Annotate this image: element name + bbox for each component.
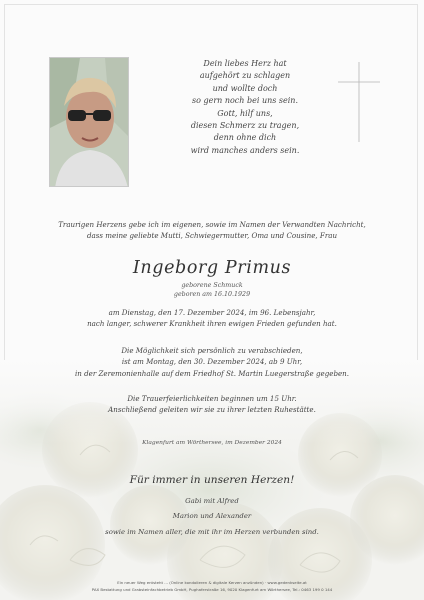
- poem-line: aufgehört zu schlagen: [199, 71, 291, 81]
- intro-text: [24, 219, 400, 242]
- deceased-name: Ingeborg Primus: [132, 258, 292, 278]
- footer-line: Ein neuer Weg entsteht ... (Online kondolieren & digitale Kerzen anzünden) · www.gedenkseite.at: [117, 580, 307, 585]
- closing-heading: Für immer in unseren Herzen!: [129, 474, 295, 486]
- farewell-line: in der Zeremonienhalle auf dem Friedhof St. Martin Luegerstraße gegeben.: [74, 368, 350, 378]
- funeral-line: Anschließend geleiten wir sie zu ihrer letzten Ruhestätte.: [108, 405, 316, 415]
- portrait-photo: [49, 57, 129, 187]
- poem-line: wird manches anders sein.: [190, 145, 300, 155]
- birth-date: geboren am 16.10.1929: [173, 291, 251, 298]
- funeral-line: Die Trauerfeierlichkeiten beginnen um 15 Uhr.: [127, 394, 297, 403]
- place-date: Klagenfurt am Wörthersee, im Dezember 2024: [142, 440, 282, 446]
- poem-line: so gern noch bei uns sein.: [192, 96, 298, 106]
- cross-icon: [336, 60, 382, 144]
- death-notice: [24, 307, 400, 330]
- death-notice-line: nach langer, schwerer Krankheit ihren ewigen Frieden gefunden hat.: [87, 319, 337, 329]
- maiden-name: geborene Schmuck: [181, 282, 243, 289]
- signer-line: sowie im Namen aller, die mit ihr im Herzen verbunden sind.: [105, 527, 319, 536]
- signers: [24, 494, 400, 540]
- signer-line: Marion und Alexander: [172, 512, 252, 521]
- intro-line: dass meine geliebte Mutti, Schwiegermutter, Oma und Cousine, Frau: [86, 231, 338, 241]
- farewell-line: Die Möglichkeit sich persönlich zu verabschieden,: [121, 346, 303, 355]
- intro-line: Traurigen Herzens gebe ich im eigenen, sowie im Namen der Verwandten Nachricht,: [58, 220, 366, 229]
- death-notice-line: am Dienstag, den 17. Dezember 2024, im 96. Lebensjahr,: [108, 308, 316, 317]
- poem-line: und wollte doch: [212, 83, 278, 93]
- footer-line: PAX Bestattung und Grabsteinfachbetrieb GmbH, Pughaferstraße 16, 9020 Klagenfurt am Wörthersee, Tel.: 0463 199 0 144: [91, 587, 333, 592]
- farewell-line: ist am Montag, den 30. Dezember 2024, ab 9 Uhr,: [121, 357, 303, 367]
- funeral-text: [24, 393, 400, 416]
- poem: [155, 58, 335, 157]
- poem-line: diesen Schmerz zu tragen,: [190, 121, 300, 131]
- signer-line: Gabi mit Alfred: [185, 497, 239, 505]
- farewell-text: [24, 345, 400, 379]
- poem-line: Gott, hilf uns,: [217, 108, 273, 118]
- poem-line: denn ohne dich: [213, 133, 277, 143]
- poem-line: Dein liebes Herz hat: [203, 59, 287, 68]
